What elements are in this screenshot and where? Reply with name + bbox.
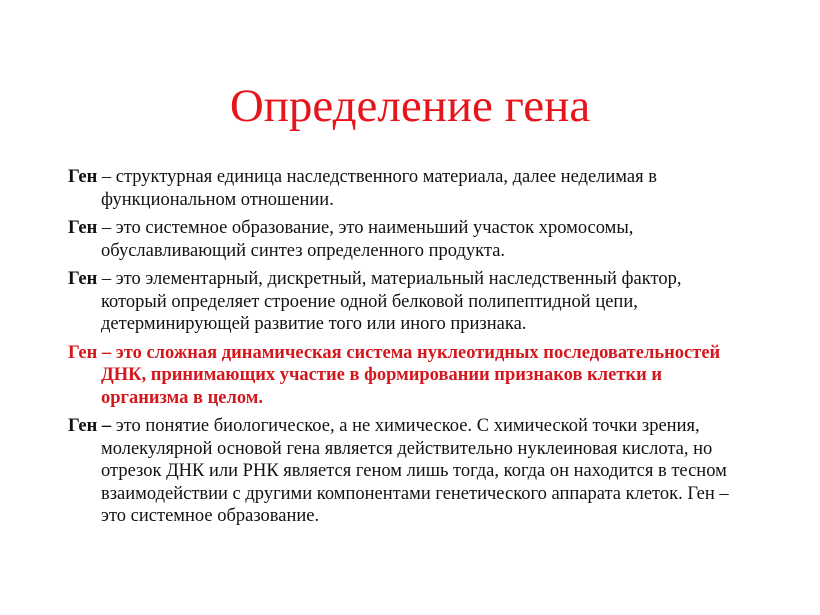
definition-text: – это элементарный, дискретный, материальный наследственный фактор, который определяет строение одной белковой полипептидной цепи, детерминирующей развитие того или иного признака. (97, 269, 682, 334)
definition-text: – это системное образование, это наименьший участок хромосомы, обуславливающий синтез определенного продукта. (97, 218, 634, 261)
definition-term: Ген (68, 167, 98, 187)
definition-text: – это сложная динамическая система нуклеотидных последовательностей ДНК, принимающих участие в формировании признаков клетки и организма в целом. (97, 342, 721, 408)
definition-text: – структурная единица наследственного материала, далее неделимая в функциональном отношении. (97, 167, 657, 210)
slide-title: Определение гена (229, 80, 591, 132)
definition-term: Ген (68, 342, 98, 363)
slide-body (68, 166, 748, 534)
definition-term: Ген (68, 218, 98, 238)
definition-paragraph-1 (68, 166, 748, 211)
definition-paragraph-5 (68, 415, 748, 528)
definition-paragraph-3 (68, 268, 748, 336)
definition-term: Ген (68, 269, 98, 289)
definition-paragraph-2 (68, 217, 748, 262)
definition-term: Ген – (68, 416, 112, 436)
definition-paragraph-4-highlighted (68, 342, 748, 410)
definition-text: это понятие биологическое, а не химическое. С химической точки зрения, молекулярной основой гена является действительно нуклеиновая кислота, но отрезок ДНК или РНК является геном лишь тогда, когда он находится в тесном взаимодействии с другими компонентами генетического аппарата клеток. Ген – это системное образование. (101, 416, 729, 526)
